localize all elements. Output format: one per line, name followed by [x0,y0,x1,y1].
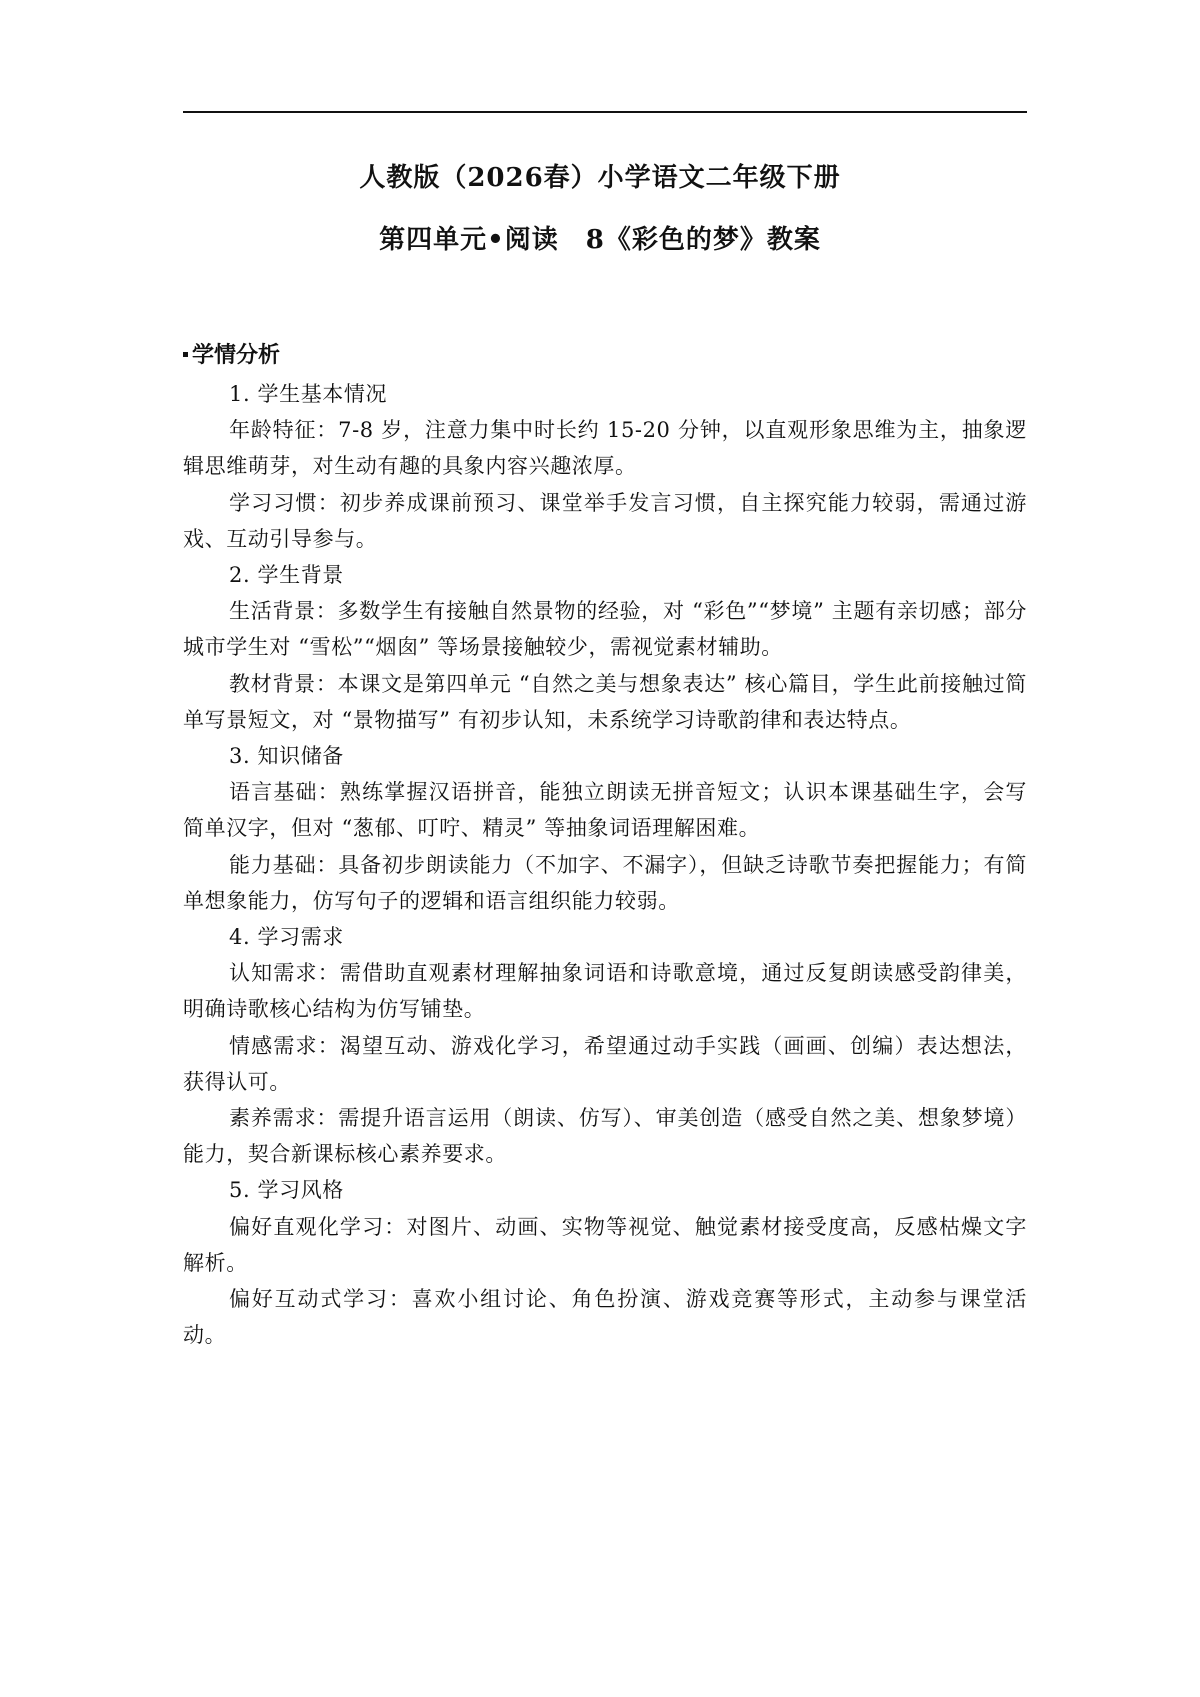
paragraph: 认知需求：需借助直观素材理解抽象词语和诗歌意境，通过反复朗读感受韵律美，明确诗歌核心结构为仿写铺垫。 [183,961,1027,1022]
paragraph: 能力基础：具备初步朗读能力（不加字、不漏字），但缺乏诗歌节奏把握能力；有简单想象能力，仿写句子的逻辑和语言组织能力较弱。 [183,852,1027,913]
paragraph: 情感需求：渴望互动、游戏化学习，希望通过动手实践（画画、创编）表达想法，获得认可。 [183,1033,1027,1094]
paragraph: 5. 学习风格 [229,1178,344,1203]
paragraph: 学习习惯：初步养成课前预习、课堂举手发言习惯，自主探究能力较弱，需通过游戏、互动引导参与。 [183,490,1027,551]
paragraph: 素养需求：需提升语言运用（朗读、仿写）、审美创造（感受自然之美、想象梦境）能力，契合新课标核心素养要求。 [183,1106,1027,1167]
section-heading-label: 学情分析 [192,343,281,368]
bullet-icon [183,352,188,357]
lesson-title: 第四单元•阅读 8《彩色的梦》教案 [379,225,821,255]
paragraph: 教材背景：本课文是第四单元 “自然之美与想象表达” 核心篇目，学生此前接触过简单写景短文，对 “景物描写” 有初步认知，未系统学习诗歌韵律和表达特点。 [183,671,1027,732]
paragraph: 年龄特征：7-8 岁，注意力集中时长约 15-20 分钟，以直观形象思维为主，抽象逻辑思维萌芽，对生动有趣的具象内容兴趣浓厚。 [183,418,1027,479]
header-rule [183,111,1027,113]
section-heading [183,336,1027,376]
paragraph: 偏好互动式学习：喜欢小组讨论、角色扮演、游戏竞赛等形式，主动参与课堂活动。 [183,1287,1027,1348]
paragraph: 1. 学生基本情况 [229,382,388,406]
paragraph: 2. 学生背景 [229,563,344,588]
paragraph: 生活背景：多数学生有接触自然景物的经验，对 “彩色”“梦境” 主题有亲切感；部分城市学生对 “雪松”“烟囱” 等场景接触较少，需视觉素材辅助。 [183,599,1027,660]
document-title: 人教版（2026春）小学语文二年级下册 [359,163,841,193]
paragraph: 语言基础：熟练掌握汉语拼音，能独立朗读无拼音短文；认识本课基础生字，会写简单汉字，但对 “葱郁、叮咛、精灵” 等抽象词语理解困难。 [183,780,1027,841]
paragraph: 3. 知识储备 [229,744,344,769]
paragraph: 偏好直观化学习：对图片、动画、实物等视觉、触觉素材接受度高，反感枯燥文字解析。 [183,1214,1027,1275]
paragraph: 4. 学习需求 [229,925,344,950]
document-body [183,336,1027,1353]
